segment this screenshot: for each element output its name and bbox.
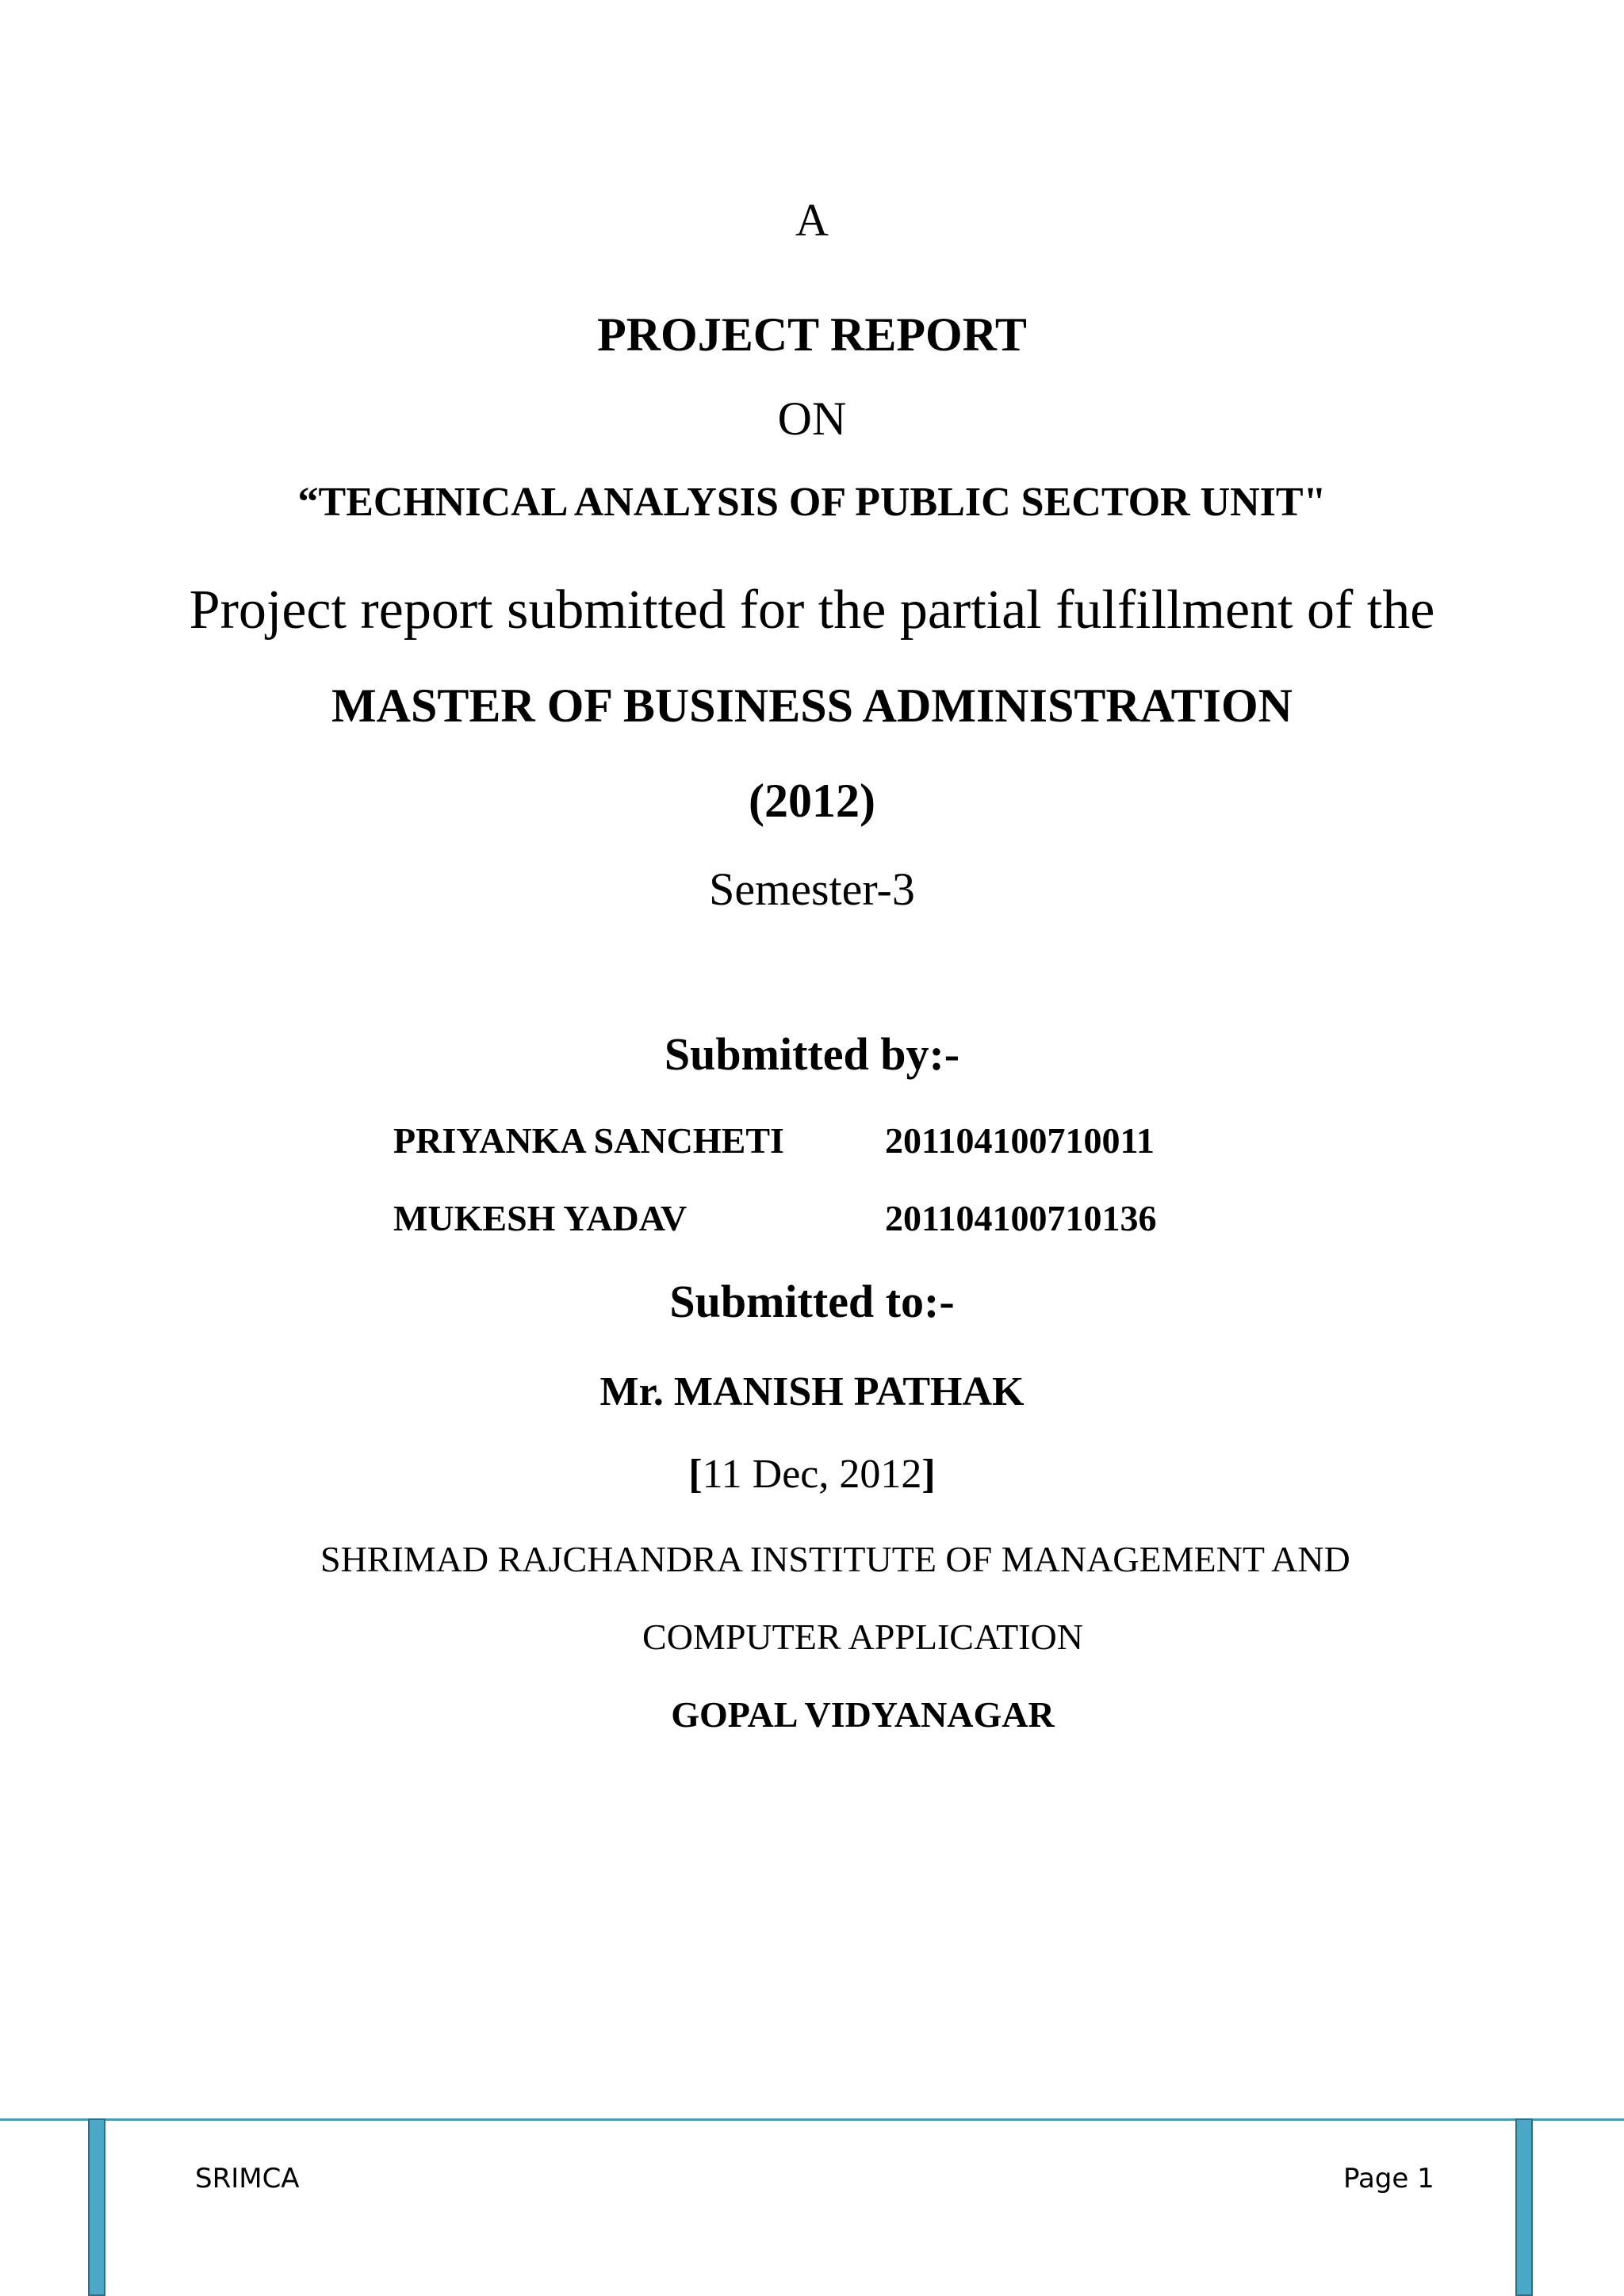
- guide-name: Mr. MANISH PATHAK: [599, 1369, 1025, 1414]
- footer-page-number: Page 1: [1343, 2163, 1434, 2195]
- date-text: 11 Dec, 2012: [702, 1452, 922, 1497]
- footer-left-bar: [88, 2118, 105, 2296]
- submission-date: [0, 1451, 1624, 1498]
- submitted-to-heading: Submitted to:-: [669, 1276, 955, 1327]
- date-bracket-close: ]: [921, 1452, 936, 1497]
- cover-article: A: [795, 194, 829, 246]
- institute-name-line2: COMPUTER APPLICATION: [642, 1617, 1083, 1657]
- date-bracket-open: [: [688, 1452, 703, 1497]
- footer-institute-abbrev: SRIMCA: [195, 2163, 300, 2195]
- cover-on: ON: [777, 392, 847, 445]
- student-id: 201104100710011: [885, 1120, 1155, 1161]
- student-id: 201104100710136: [885, 1198, 1157, 1238]
- institute-place: GOPAL VIDYANAGAR: [671, 1694, 1055, 1735]
- cover-report-heading: PROJECT REPORT: [597, 308, 1027, 361]
- footer-divider: [0, 2118, 1624, 2121]
- submitted-by-heading: Submitted by:-: [664, 1028, 960, 1080]
- student-name: MUKESH YADAV: [393, 1198, 688, 1238]
- degree-name: MASTER OF BUSINESS ADMINISTRATION: [331, 679, 1293, 732]
- student-name: PRIYANKA SANCHETI: [393, 1120, 784, 1161]
- footer-right-bar: [1515, 2118, 1533, 2296]
- submission-purpose: Project report submitted for the partial fulfillment of the: [189, 580, 1435, 641]
- semester: Semester-3: [709, 863, 915, 915]
- project-title: “TECHNICAL ANALYSIS OF PUBLIC SECTOR UNIT": [297, 480, 1327, 525]
- degree-year: (2012): [749, 775, 875, 827]
- institute-name-line1: SHRIMAD RAJCHANDRA INSTITUTE OF MANAGEMENT AND: [320, 1539, 1350, 1579]
